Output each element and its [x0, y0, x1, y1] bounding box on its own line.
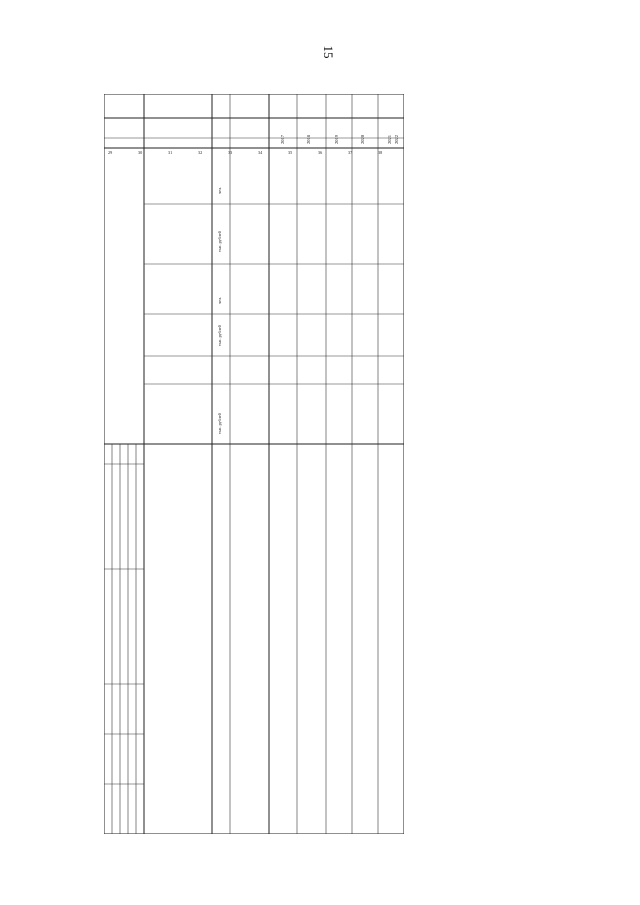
- year-header: 2019: [334, 135, 339, 144]
- year-header: 2017: [280, 135, 285, 144]
- table-svg: [104, 94, 404, 834]
- year-header: 2020: [360, 135, 365, 144]
- column-number: 32: [198, 150, 203, 155]
- row-unit: чел.: [217, 296, 222, 304]
- year-header: 2021: [387, 135, 392, 144]
- column-number: 37: [348, 150, 353, 155]
- year-header: 2018: [306, 135, 311, 144]
- column-number: 30: [138, 150, 143, 155]
- year-header: 2022: [394, 135, 399, 144]
- row-unit: чел.: [217, 186, 222, 194]
- row-unit: тыс. рублей: [217, 413, 222, 434]
- column-number: 36: [318, 150, 323, 155]
- column-number: 31: [168, 150, 173, 155]
- column-number: 29: [108, 150, 113, 155]
- column-number: 38: [378, 150, 383, 155]
- row-unit: тыс. рублей: [217, 325, 222, 346]
- program-table: [104, 94, 404, 834]
- row-unit: тыс. рублей: [217, 231, 222, 252]
- page-number: 15: [321, 45, 336, 59]
- column-number: 35: [288, 150, 293, 155]
- column-number: 34: [258, 150, 263, 155]
- column-number: 33: [228, 150, 233, 155]
